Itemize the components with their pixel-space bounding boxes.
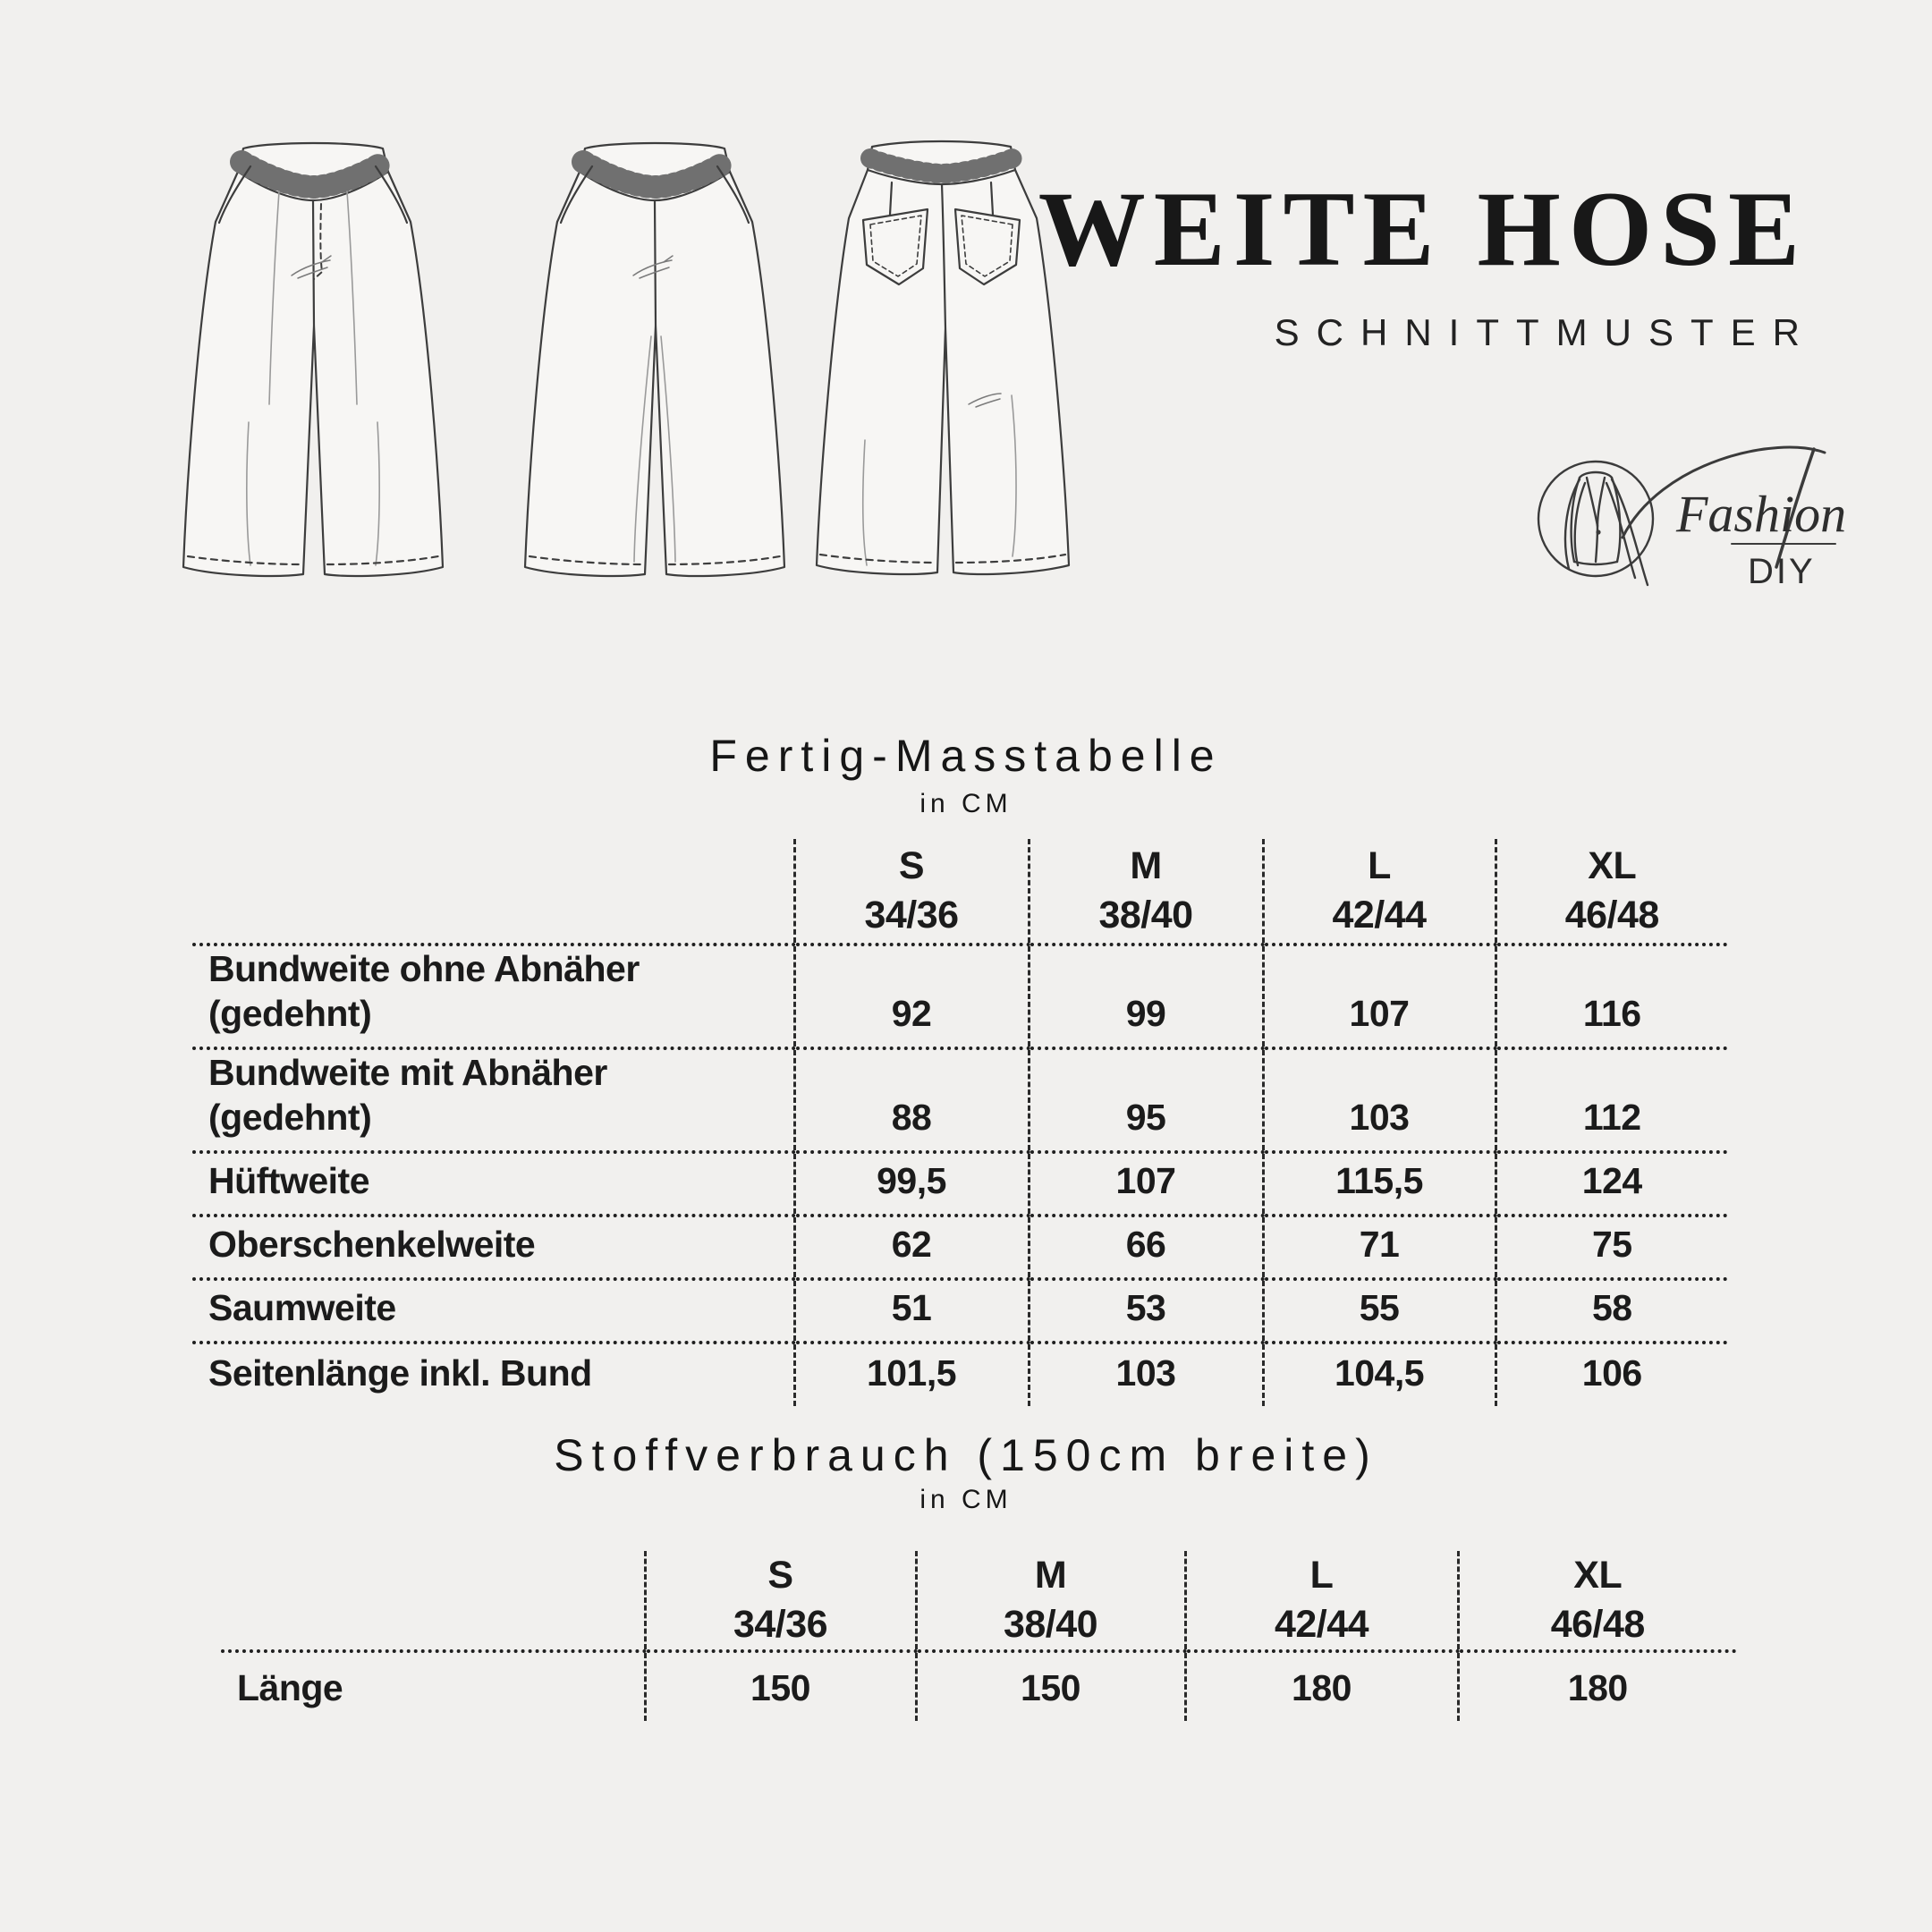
cell-value: 53 bbox=[1029, 1279, 1263, 1343]
row-label: Länge bbox=[237, 1667, 343, 1709]
size-column-header: L 42/44 bbox=[1185, 1551, 1458, 1651]
row-label: Saumweite bbox=[192, 1279, 794, 1343]
measure-table-unit: in CM bbox=[919, 789, 1013, 818]
measure-table bbox=[192, 839, 1727, 1406]
cell-value: 99,5 bbox=[794, 1152, 1029, 1216]
cell-value: 62 bbox=[794, 1216, 1029, 1279]
cell-value: 112 bbox=[1496, 1048, 1727, 1152]
cell-value: 104,5 bbox=[1263, 1343, 1496, 1406]
trousers-back-drawing bbox=[809, 136, 1073, 588]
fashion-diy-logo bbox=[1517, 426, 1848, 609]
cell-value: 103 bbox=[1029, 1343, 1263, 1406]
cell-value: 106 bbox=[1496, 1343, 1727, 1406]
table-row bbox=[221, 1651, 1736, 1721]
size-column-header: M 38/40 bbox=[1029, 839, 1263, 945]
cell-value: 51 bbox=[794, 1279, 1029, 1343]
logo-script-text: Fashion bbox=[1676, 485, 1847, 543]
row-label: Seitenlänge inkl. Bund bbox=[208, 1352, 592, 1394]
fabric-table bbox=[221, 1551, 1736, 1721]
size-column-header: XL 46/48 bbox=[1458, 1551, 1736, 1651]
row-label: Bundweite mit Abnäher (gedehnt) bbox=[192, 1048, 794, 1152]
table-row bbox=[192, 1048, 1727, 1152]
size-column-header: M 38/40 bbox=[916, 1551, 1185, 1651]
cell-value: 95 bbox=[1029, 1048, 1263, 1152]
row-label: Hüftweite bbox=[192, 1152, 794, 1216]
cell-value: 66 bbox=[1029, 1216, 1263, 1279]
size-column-header: S 34/36 bbox=[645, 1551, 916, 1651]
size-column-header: S 34/36 bbox=[794, 839, 1029, 945]
page-subtitle: SCHNITTMUSTER bbox=[1274, 311, 1817, 353]
cell-value: 116 bbox=[1496, 945, 1727, 1048]
cell-value: 71 bbox=[1263, 1216, 1496, 1279]
page-title: WEITE HOSE bbox=[1038, 169, 1808, 288]
size-header-row bbox=[221, 1551, 1736, 1651]
table-row bbox=[192, 1343, 1727, 1406]
cell-value: 180 bbox=[1185, 1651, 1458, 1721]
row-label: Bundweite ohne Abnäher (gedehnt) bbox=[192, 945, 794, 1048]
size-column-header: XL 46/48 bbox=[1496, 839, 1727, 945]
size-header-row bbox=[192, 839, 1727, 945]
table-row bbox=[192, 945, 1727, 1048]
fabric-table-title: Stoffverbrauch (150cm breite) bbox=[554, 1430, 1378, 1480]
cell-value: 150 bbox=[645, 1651, 916, 1721]
table-row bbox=[192, 1216, 1727, 1279]
title-block bbox=[1038, 169, 1817, 354]
empty-corner-cell bbox=[192, 839, 794, 945]
cell-value: 180 bbox=[1458, 1651, 1736, 1721]
table-row bbox=[192, 1279, 1727, 1343]
cell-value: 55 bbox=[1263, 1279, 1496, 1343]
cell-value: 103 bbox=[1263, 1048, 1496, 1152]
cell-value: 58 bbox=[1496, 1279, 1727, 1343]
row-label: Oberschenkelweite bbox=[192, 1216, 794, 1279]
table-row bbox=[192, 1152, 1727, 1216]
cell-value: 150 bbox=[916, 1651, 1185, 1721]
cell-value: 99 bbox=[1029, 945, 1263, 1048]
cell-value: 101,5 bbox=[794, 1343, 1029, 1406]
cell-value: 124 bbox=[1496, 1152, 1727, 1216]
blazer-icon bbox=[1517, 426, 1848, 609]
cell-value: 75 bbox=[1496, 1216, 1727, 1279]
logo-sub-text: DIY bbox=[1748, 552, 1816, 591]
cell-value: 107 bbox=[1029, 1152, 1263, 1216]
empty-corner-cell bbox=[221, 1551, 645, 1651]
cell-value: 107 bbox=[1263, 945, 1496, 1048]
trousers-front-plain-drawing bbox=[521, 136, 789, 588]
cell-value: 92 bbox=[794, 945, 1029, 1048]
measure-table-title: Fertig-Masstabelle bbox=[709, 731, 1223, 781]
cell-value: 88 bbox=[794, 1048, 1029, 1152]
cell-value: 115,5 bbox=[1263, 1152, 1496, 1216]
fabric-table-unit: in CM bbox=[919, 1485, 1013, 1514]
trousers-front-pleated-drawing bbox=[179, 136, 447, 588]
size-column-header: L 42/44 bbox=[1263, 839, 1496, 945]
